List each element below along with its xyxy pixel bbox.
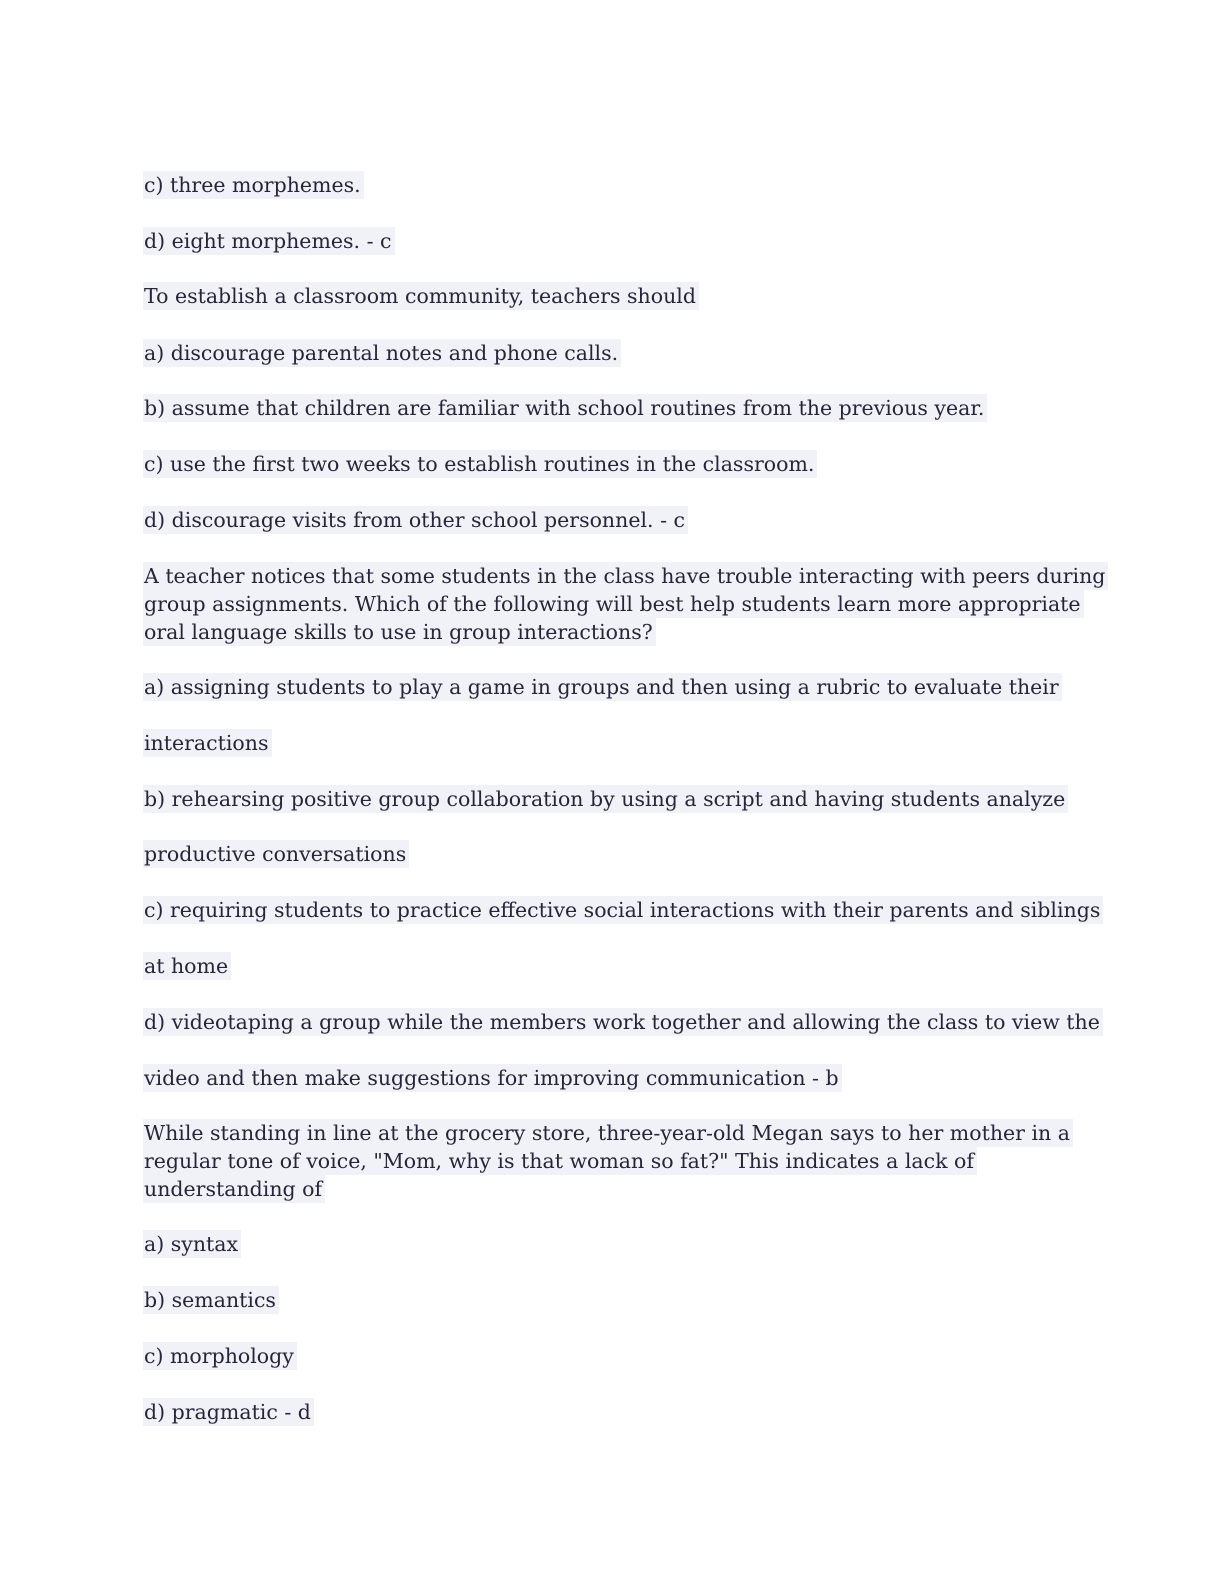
- text-line-content: b) semantics: [143, 1286, 279, 1314]
- text-line: [143, 1147, 977, 1175]
- text-line: [143, 1342, 297, 1370]
- text-line: [143, 227, 395, 255]
- text-line-content: regular tone of voice, "Mom, why is that woman so fat?" This indicates a lack of: [143, 1147, 977, 1175]
- text-line-content: understanding of: [143, 1175, 325, 1203]
- text-line-content: To establish a classroom community, teachers should: [143, 282, 699, 310]
- text-line: [143, 1008, 1103, 1036]
- text-line-content: d) pragmatic - d: [143, 1398, 314, 1426]
- text-line: [143, 1064, 842, 1092]
- text-line-content: While standing in line at the grocery store, three-year-old Megan says to her mother in a: [143, 1119, 1073, 1147]
- text-line-content: c) use the first two weeks to establish routines in the classroom.: [143, 450, 817, 478]
- text-line-content: c) three morphemes.: [143, 171, 364, 199]
- text-line: [143, 1230, 241, 1258]
- text-line: [143, 590, 1084, 618]
- text-line: [143, 282, 699, 310]
- text-line: [143, 394, 987, 422]
- text-line: [143, 729, 272, 757]
- text-line-content: a) assigning students to play a game in groups and then using a rubric to evaluate their: [143, 673, 1062, 701]
- text-line-content: at home: [143, 952, 231, 980]
- text-line: [143, 450, 817, 478]
- text-line-content: d) eight morphemes. - c: [143, 227, 395, 255]
- text-line: [143, 1119, 1073, 1147]
- text-line: [143, 673, 1062, 701]
- text-line: [143, 1286, 279, 1314]
- text-line: [143, 562, 1108, 590]
- text-line-content: d) discourage visits from other school personnel. - c: [143, 506, 688, 534]
- text-line: [143, 339, 621, 367]
- text-line: [143, 1398, 314, 1426]
- text-line: [143, 952, 231, 980]
- text-line-content: c) requiring students to practice effective social interactions with their parents and siblings: [143, 896, 1103, 924]
- text-line-content: oral language skills to use in group interactions?: [143, 618, 656, 646]
- text-line: [143, 618, 656, 646]
- text-line: [143, 840, 409, 868]
- text-line: [143, 896, 1103, 924]
- text-line-content: productive conversations: [143, 840, 409, 868]
- text-line-content: video and then make suggestions for improving communication - b: [143, 1064, 842, 1092]
- text-line: [143, 1175, 325, 1203]
- text-line: [143, 506, 688, 534]
- text-line-content: a) discourage parental notes and phone calls.: [143, 339, 621, 367]
- text-line: [143, 171, 364, 199]
- text-line-content: group assignments. Which of the following will best help students learn more appropriate: [143, 590, 1084, 618]
- text-line: [143, 785, 1068, 813]
- text-line-content: a) syntax: [143, 1230, 241, 1258]
- text-line-content: interactions: [143, 729, 272, 757]
- text-line-content: A teacher notices that some students in the class have trouble interacting with peers during: [143, 562, 1108, 590]
- text-line-content: b) assume that children are familiar with school routines from the previous year.: [143, 394, 987, 422]
- text-line-content: c) morphology: [143, 1342, 297, 1370]
- text-line-content: b) rehearsing positive group collaboration by using a script and having students analyze: [143, 785, 1068, 813]
- text-line-content: d) videotaping a group while the members work together and allowing the class to view the: [143, 1008, 1103, 1036]
